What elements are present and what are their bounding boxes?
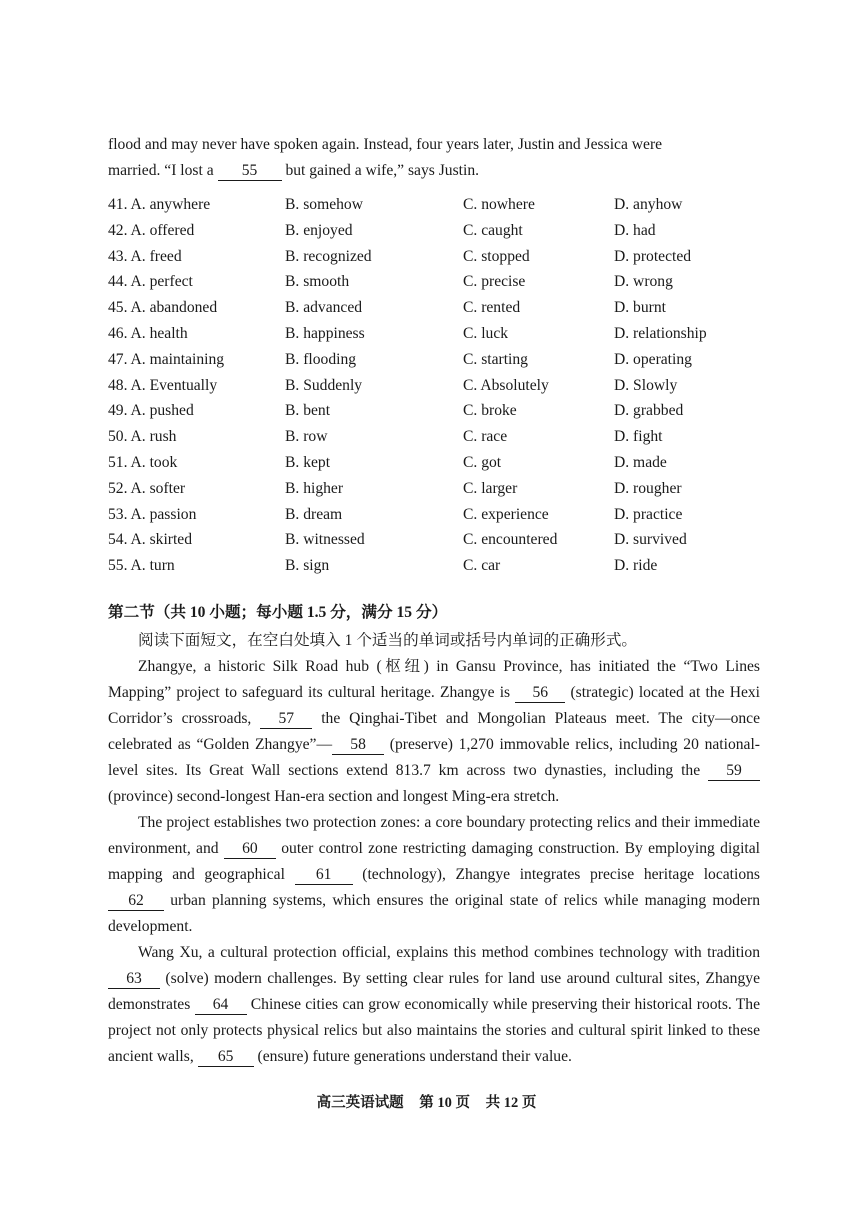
option-d: D. had xyxy=(614,221,656,239)
option-b: B. bent xyxy=(285,402,331,420)
blank-65: 65 xyxy=(198,1048,254,1067)
question-row xyxy=(108,506,788,532)
question-row xyxy=(108,557,788,583)
option-a: 50. A. rush xyxy=(108,428,177,446)
p1-text-5: (province) second-longest Han-era section and longest Ming-era stretch. xyxy=(108,788,560,805)
option-d: D. grabbed xyxy=(614,402,684,420)
blank-61: 61 xyxy=(295,866,353,885)
option-d: D. operating xyxy=(614,350,692,368)
option-a: 55. A. turn xyxy=(108,557,175,575)
option-a: 54. A. skirted xyxy=(108,531,193,549)
option-b: B. kept xyxy=(285,453,331,471)
question-row xyxy=(108,196,788,222)
option-d: D. Slowly xyxy=(614,376,678,394)
p3-text-1: Wang Xu, a cultural protection official, explains this method combines technology with tradition xyxy=(138,944,760,961)
p2-text-3: (technology), Zhangye integrates precise heritage locations xyxy=(352,866,760,883)
option-d: D. protected xyxy=(614,247,692,265)
option-d: D. survived xyxy=(614,531,687,549)
option-c: C. stopped xyxy=(463,247,530,265)
option-d: D. rougher xyxy=(614,479,682,497)
option-b: B. somehow xyxy=(285,196,363,213)
blank-55: 55 xyxy=(218,162,282,181)
option-c: C. luck xyxy=(463,324,509,342)
question-row xyxy=(108,402,788,428)
question-row xyxy=(108,299,788,325)
option-d: D. fight xyxy=(614,428,663,446)
option-b: B. smooth xyxy=(285,273,350,291)
paragraph-3 xyxy=(108,940,760,1070)
option-c: C. caught xyxy=(463,221,523,239)
option-a: 53. A. passion xyxy=(108,505,197,523)
options-table xyxy=(108,196,788,583)
option-c: C. Absolutely xyxy=(463,376,549,394)
footer-title: 高三英语试题 xyxy=(316,1095,404,1111)
option-b: B. higher xyxy=(285,479,344,497)
question-row xyxy=(108,454,788,480)
question-row xyxy=(108,377,788,403)
option-a: 51. A. took xyxy=(108,453,178,471)
page-footer xyxy=(0,1091,853,1112)
option-a: 46. A. health xyxy=(108,324,188,342)
p2-text-1: The project establishes two protection zones: a core boundary protecting relics and their immediate environment, and xyxy=(108,814,760,857)
option-a: 43. A. freed xyxy=(108,247,182,265)
option-b: B. Suddenly xyxy=(285,376,363,394)
p1-text-2: (strategic) located at the Hexi Corridor’s crossroads, xyxy=(108,684,761,727)
option-a: 47. A. maintaining xyxy=(108,350,225,368)
passage-line-2-start: married. “I lost a xyxy=(108,162,218,179)
option-c: C. got xyxy=(463,453,502,471)
option-b: B. advanced xyxy=(285,299,363,317)
blank-59: 59 xyxy=(708,762,760,781)
option-a: 52. A. softer xyxy=(108,479,186,497)
option-d: D. relationship xyxy=(614,324,707,342)
passage-ending xyxy=(108,132,760,184)
p3-text-4: (ensure) future generations understand their value. xyxy=(253,1048,572,1065)
option-a: 42. A. offered xyxy=(108,221,195,239)
option-a: 41. A. anywhere xyxy=(108,196,211,213)
option-d: D. anyhow xyxy=(614,196,683,213)
option-b: B. enjoyed xyxy=(285,221,353,239)
option-b: B. flooding xyxy=(285,350,357,368)
option-d: D. ride xyxy=(614,557,658,575)
option-c: C. race xyxy=(463,428,508,446)
blank-57: 57 xyxy=(260,710,312,729)
option-a: 45. A. abandoned xyxy=(108,299,218,317)
blank-62: 62 xyxy=(108,892,164,911)
option-c: C. experience xyxy=(463,505,549,523)
option-a: 48. A. Eventually xyxy=(108,376,218,394)
question-row xyxy=(108,248,788,274)
option-b: B. recognized xyxy=(285,247,372,265)
blank-60: 60 xyxy=(224,840,276,859)
option-d: D. practice xyxy=(614,505,683,523)
footer-page-number: 第 10 页 xyxy=(419,1095,470,1111)
paragraph-1 xyxy=(108,654,760,810)
p3-text-2: (solve) modern challenges. By setting clear rules for land use around cultural sites, Zhangye demonstrates xyxy=(108,970,760,1013)
option-b: B. dream xyxy=(285,505,343,523)
option-b: B. happiness xyxy=(285,324,365,342)
question-row xyxy=(108,531,788,557)
passage-line-2-end: but gained a wife,” says Justin. xyxy=(281,162,480,179)
option-c: C. starting xyxy=(463,350,528,368)
option-c: C. rented xyxy=(463,299,521,317)
footer-total-pages: 共 12 页 xyxy=(485,1095,537,1111)
option-d: D. wrong xyxy=(614,273,673,291)
question-row xyxy=(108,480,788,506)
blank-58: 58 xyxy=(332,736,384,755)
option-a: 44. A. perfect xyxy=(108,273,193,291)
p1-text-3: the Qinghai-Tibet and Mongolian Plateaus meet. The city—once celebrated as “Golden Zhangye”— xyxy=(108,710,761,753)
option-d: D. made xyxy=(614,453,667,471)
question-row xyxy=(108,351,788,377)
p2-text-4: urban planning systems, which ensures the original state of relics while managing modern development. xyxy=(108,892,760,935)
blank-63: 63 xyxy=(108,970,160,989)
section-2-instruction: 阅读下面短文，在空白处填入 1 个适当的单词或括号内单词的正确形式。 xyxy=(138,632,638,649)
p3-text-3: Chinese cities can grow economically while preserving their historical roots. The project not only protects physical relics but also maintains the stories and cultural spirit linked to these ancient walls, xyxy=(108,996,760,1065)
question-row xyxy=(108,273,788,299)
option-c: C. encountered xyxy=(463,531,558,549)
option-d: D. burnt xyxy=(614,299,666,317)
option-b: B. row xyxy=(285,428,328,446)
passage-line-1: flood and may never have spoken again. Instead, four years later, Justin and Jessica were xyxy=(108,136,663,153)
blank-64: 64 xyxy=(195,996,247,1015)
p2-text-2: outer control zone restricting damaging construction. By employing digital mapping and geographical xyxy=(108,840,761,883)
question-row xyxy=(108,325,788,351)
option-c: C. car xyxy=(463,557,501,575)
option-b: B. witnessed xyxy=(285,531,365,549)
blank-56: 56 xyxy=(515,684,565,703)
paragraph-2 xyxy=(108,810,760,940)
p1-text-1: Zhangye, a historic Silk Road hub (枢纽) in Gansu Province, has initiated the “Two Lines Mapping” project to safeguard its cultural heritage. Zhangye is xyxy=(108,658,760,701)
option-c: C. precise xyxy=(463,273,526,291)
option-b: B. sign xyxy=(285,557,330,575)
option-c: C. broke xyxy=(463,402,517,420)
option-c: C. larger xyxy=(463,479,518,497)
question-row xyxy=(108,222,788,248)
question-row xyxy=(108,428,788,454)
p1-text-4: (preserve) 1,270 immovable relics, including 20 national-level sites. Its Great Wall sections extend 813.7 km across two dynasties, including the xyxy=(108,736,761,779)
option-c: C. nowhere xyxy=(463,196,535,213)
section-2-heading: 第二节（共 10 小题；每小题 1.5 分，满分 15 分） xyxy=(108,604,448,621)
option-a: 49. A. pushed xyxy=(108,402,194,420)
